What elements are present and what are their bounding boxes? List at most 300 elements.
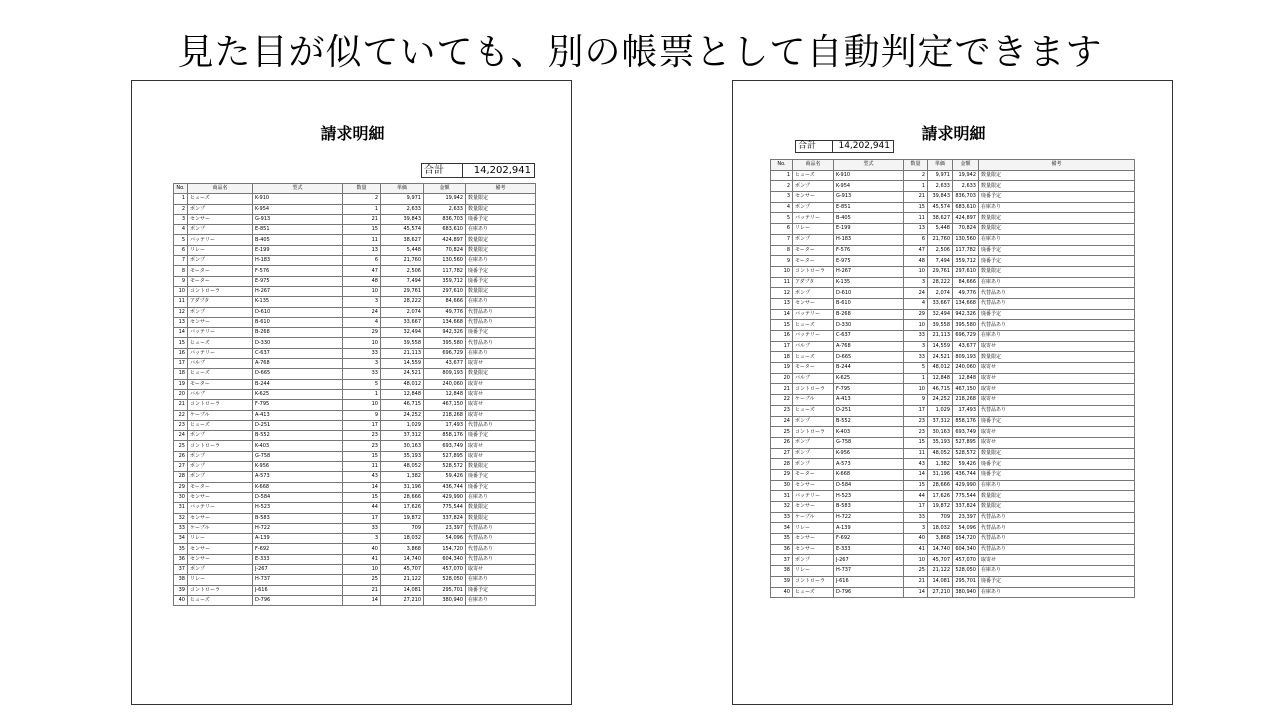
cell-no: 32: [174, 513, 188, 523]
cell-model: G-913: [834, 192, 904, 203]
column-header-amount: 金額: [424, 184, 466, 194]
table-row: [771, 566, 1135, 577]
cell-note: 廃番予定: [979, 309, 1135, 320]
cell-model: E-851: [253, 225, 343, 235]
cell-amount: 436,744: [424, 482, 466, 492]
cell-amount: 693,749: [424, 441, 466, 451]
cell-product: リレー: [793, 523, 834, 534]
cell-unit-price: 9,971: [381, 194, 424, 204]
cell-model: D-330: [253, 338, 343, 348]
cell-unit-price: 21,113: [928, 331, 953, 342]
table-row: [174, 214, 536, 224]
cell-amount: 429,990: [953, 480, 979, 491]
cell-no: 27: [771, 448, 793, 459]
column-header-product: 商品名: [188, 184, 253, 194]
cell-no: 26: [771, 437, 793, 448]
table-row: [771, 405, 1135, 416]
cell-amount: 942,326: [424, 328, 466, 338]
cell-note: 代替品あり: [979, 534, 1135, 545]
cell-note: 在庫あり: [979, 331, 1135, 342]
cell-note: 数量限定: [466, 194, 536, 204]
cell-note: 廃番予定: [466, 214, 536, 224]
cell-amount: 380,940: [424, 595, 466, 605]
table-row: [174, 276, 536, 286]
cell-model: H-267: [834, 266, 904, 277]
cell-note: 在庫あり: [466, 297, 536, 307]
cell-note: 在庫あり: [466, 492, 536, 502]
cell-note: 取寄せ: [466, 400, 536, 410]
cell-no: 4: [174, 225, 188, 235]
cell-product: ポンプ: [793, 181, 834, 192]
cell-qty: 47: [904, 245, 928, 256]
cell-qty: 33: [343, 523, 381, 533]
cell-no: 10: [174, 286, 188, 296]
cell-model: K-625: [834, 373, 904, 384]
cell-unit-price: 29,761: [928, 266, 953, 277]
cell-no: 22: [174, 410, 188, 420]
table-row: [174, 472, 536, 482]
cell-qty: 41: [904, 544, 928, 555]
table-row: [771, 555, 1135, 566]
cell-note: 取寄せ: [466, 410, 536, 420]
cell-amount: 836,703: [424, 214, 466, 224]
column-header-note: 備考: [979, 160, 1135, 171]
cell-unit-price: 5,448: [381, 245, 424, 255]
table-row: [771, 266, 1135, 277]
cell-amount: 395,580: [424, 338, 466, 348]
cell-product: ポンプ: [793, 448, 834, 459]
cell-note: 数量限定: [979, 491, 1135, 502]
cell-qty: 33: [904, 512, 928, 523]
cell-no: 16: [174, 348, 188, 358]
cell-no: 21: [174, 400, 188, 410]
cell-model: K-625: [253, 389, 343, 399]
cell-note: 廃番予定: [466, 266, 536, 276]
table-row: [771, 320, 1135, 331]
table-row: [771, 395, 1135, 406]
cell-qty: 11: [343, 462, 381, 472]
cell-unit-price: 5,448: [928, 224, 953, 235]
table-row: [174, 492, 536, 502]
cell-no: 38: [174, 575, 188, 585]
cell-note: 数量限定: [979, 181, 1135, 192]
cell-amount: 117,782: [953, 245, 979, 256]
cell-no: 10: [771, 266, 793, 277]
cell-unit-price: 46,715: [928, 384, 953, 395]
cell-no: 2: [174, 204, 188, 214]
cell-qty: 14: [904, 469, 928, 480]
cell-qty: 40: [343, 544, 381, 554]
cell-model: A-573: [253, 472, 343, 482]
cell-no: 19: [174, 379, 188, 389]
cell-amount: 604,340: [953, 544, 979, 555]
cell-qty: 25: [343, 575, 381, 585]
cell-product: バルブ: [188, 389, 253, 399]
cell-unit-price: 2,506: [381, 266, 424, 276]
table-row: [771, 587, 1135, 598]
cell-unit-price: 3,868: [928, 534, 953, 545]
cell-unit-price: 32,494: [381, 328, 424, 338]
cell-model: H-722: [834, 512, 904, 523]
cell-product: ポンプ: [793, 459, 834, 470]
cell-model: C-637: [253, 348, 343, 358]
cell-product: センサー: [188, 317, 253, 327]
cell-note: 廃番予定: [979, 576, 1135, 587]
cell-product: コントローラ: [188, 585, 253, 595]
table-row: [771, 502, 1135, 513]
cell-no: 31: [771, 491, 793, 502]
cell-model: F-692: [834, 534, 904, 545]
cell-product: ポンプ: [793, 416, 834, 427]
cell-model: G-758: [834, 437, 904, 448]
cell-model: H-183: [834, 234, 904, 245]
invoice-sheet-right: [732, 80, 1173, 705]
column-header-model: 型式: [834, 160, 904, 171]
cell-product: ヒューズ: [793, 320, 834, 331]
cell-qty: 4: [904, 298, 928, 309]
cell-unit-price: 14,559: [928, 341, 953, 352]
cell-no: 3: [771, 192, 793, 203]
table-row: [174, 544, 536, 554]
cell-qty: 1: [904, 181, 928, 192]
cell-model: A-768: [834, 341, 904, 352]
cell-no: 6: [174, 245, 188, 255]
cell-amount: 2,633: [953, 181, 979, 192]
cell-amount: 683,610: [953, 202, 979, 213]
cell-note: 廃番予定: [979, 256, 1135, 267]
cell-model: E-199: [253, 245, 343, 255]
cell-no: 9: [771, 256, 793, 267]
cell-product: ヒューズ: [793, 352, 834, 363]
cell-unit-price: 38,627: [381, 235, 424, 245]
cell-model: E-975: [834, 256, 904, 267]
cell-unit-price: 30,163: [381, 441, 424, 451]
cell-no: 7: [771, 234, 793, 245]
cell-note: 取寄せ: [979, 437, 1135, 448]
table-row: [174, 389, 536, 399]
cell-note: 廃番予定: [979, 469, 1135, 480]
table-row: [174, 194, 536, 204]
cell-qty: 17: [904, 405, 928, 416]
table-row: [174, 400, 536, 410]
cell-no: 9: [174, 276, 188, 286]
cell-no: 39: [771, 576, 793, 587]
cell-model: K-954: [834, 181, 904, 192]
cell-model: A-768: [253, 359, 343, 369]
line-items-table: [173, 183, 536, 606]
cell-product: アダプタ: [793, 277, 834, 288]
cell-unit-price: 12,848: [928, 373, 953, 384]
cell-note: 在庫あり: [979, 234, 1135, 245]
cell-product: ポンプ: [188, 225, 253, 235]
cell-qty: 10: [343, 286, 381, 296]
cell-qty: 15: [343, 451, 381, 461]
column-header-unit-price: 単価: [928, 160, 953, 171]
cell-amount: 117,782: [424, 266, 466, 276]
cell-product: モーター: [188, 379, 253, 389]
cell-amount: 43,677: [953, 341, 979, 352]
cell-qty: 21: [904, 576, 928, 587]
table-row: [771, 459, 1135, 470]
cell-unit-price: 27,210: [381, 595, 424, 605]
cell-unit-price: 45,707: [928, 555, 953, 566]
cell-product: ヒューズ: [188, 194, 253, 204]
cell-note: 廃番予定: [979, 416, 1135, 427]
cell-note: 取寄せ: [979, 384, 1135, 395]
cell-model: D-610: [253, 307, 343, 317]
cell-model: B-244: [834, 363, 904, 374]
cell-no: 28: [174, 472, 188, 482]
cell-qty: 17: [343, 420, 381, 430]
cell-product: コントローラ: [188, 441, 253, 451]
cell-unit-price: 18,032: [381, 534, 424, 544]
cell-unit-price: 2,633: [928, 181, 953, 192]
cell-note: 廃番予定: [466, 472, 536, 482]
cell-amount: 528,050: [424, 575, 466, 585]
table-row: [174, 245, 536, 255]
cell-qty: 9: [343, 410, 381, 420]
cell-amount: 59,426: [424, 472, 466, 482]
table-row: [771, 512, 1135, 523]
cell-no: 8: [771, 245, 793, 256]
cell-product: ヒューズ: [188, 338, 253, 348]
cell-qty: 33: [904, 331, 928, 342]
cell-product: ポンプ: [188, 564, 253, 574]
cell-model: K-668: [253, 482, 343, 492]
cell-model: A-573: [834, 459, 904, 470]
cell-note: 数量限定: [979, 448, 1135, 459]
cell-note: 廃番予定: [466, 328, 536, 338]
cell-note: 取寄せ: [466, 451, 536, 461]
cell-product: ヒューズ: [793, 405, 834, 416]
cell-amount: 809,193: [953, 352, 979, 363]
cell-qty: 15: [904, 202, 928, 213]
cell-amount: 23,397: [424, 523, 466, 533]
table-row: [771, 437, 1135, 448]
cell-amount: 54,096: [424, 534, 466, 544]
cell-qty: 33: [343, 369, 381, 379]
cell-amount: 43,677: [424, 359, 466, 369]
cell-model: G-913: [253, 214, 343, 224]
cell-product: ポンプ: [188, 307, 253, 317]
cell-product: バッテリー: [188, 235, 253, 245]
document-title: 請求明細: [921, 124, 986, 143]
cell-note: 在庫あり: [466, 348, 536, 358]
cell-no: 22: [771, 395, 793, 406]
cell-product: ポンプ: [188, 462, 253, 472]
cell-qty: 17: [343, 513, 381, 523]
cell-product: ヒューズ: [188, 369, 253, 379]
cell-product: モーター: [793, 256, 834, 267]
cell-qty: 43: [343, 472, 381, 482]
cell-unit-price: 33,667: [381, 317, 424, 327]
cell-amount: 240,060: [953, 363, 979, 374]
cell-qty: 9: [904, 395, 928, 406]
column-header-no: No.: [771, 160, 793, 171]
cell-qty: 5: [904, 363, 928, 374]
table-row: [174, 503, 536, 513]
cell-unit-price: 21,122: [381, 575, 424, 585]
table-row: [174, 317, 536, 327]
cell-amount: 218,268: [424, 410, 466, 420]
cell-note: 廃番予定: [979, 192, 1135, 203]
cell-unit-price: 17,626: [381, 503, 424, 513]
cell-no: 33: [174, 523, 188, 533]
cell-model: B-244: [253, 379, 343, 389]
cell-qty: 25: [904, 566, 928, 577]
total-label: 合計: [796, 141, 833, 152]
cell-product: コントローラ: [793, 427, 834, 438]
cell-model: H-523: [834, 491, 904, 502]
cell-product: バッテリー: [793, 491, 834, 502]
cell-no: 1: [174, 194, 188, 204]
table-row: [174, 225, 536, 235]
table-row: [771, 181, 1135, 192]
table-header-row: [174, 184, 536, 194]
cell-product: コントローラ: [188, 400, 253, 410]
cell-unit-price: 35,193: [381, 451, 424, 461]
cell-model: K-135: [834, 277, 904, 288]
cell-qty: 3: [343, 359, 381, 369]
cell-product: ポンプ: [188, 451, 253, 461]
table-row: [174, 338, 536, 348]
table-row: [174, 235, 536, 245]
cell-amount: 775,544: [424, 503, 466, 513]
cell-note: 廃番予定: [466, 431, 536, 441]
table-row: [174, 513, 536, 523]
cell-model: H-183: [253, 256, 343, 266]
cell-model: E-851: [834, 202, 904, 213]
cell-model: D-251: [253, 420, 343, 430]
cell-note: 在庫あり: [466, 225, 536, 235]
table-row: [174, 595, 536, 605]
cell-no: 24: [174, 431, 188, 441]
cell-model: A-413: [253, 410, 343, 420]
cell-no: 35: [771, 534, 793, 545]
cell-note: 数量限定: [466, 204, 536, 214]
cell-amount: 59,426: [953, 459, 979, 470]
cell-model: B-268: [253, 328, 343, 338]
cell-no: 20: [771, 373, 793, 384]
cell-note: 数量限定: [979, 502, 1135, 513]
cell-amount: 154,720: [424, 544, 466, 554]
cell-qty: 29: [343, 328, 381, 338]
cell-amount: 604,340: [424, 554, 466, 564]
cell-model: K-910: [834, 170, 904, 181]
table-row: [771, 245, 1135, 256]
table-row: [174, 359, 536, 369]
cell-unit-price: 45,574: [928, 202, 953, 213]
cell-model: D-584: [253, 492, 343, 502]
cell-product: ポンプ: [793, 202, 834, 213]
table-row: [771, 363, 1135, 374]
cell-no: 12: [174, 307, 188, 317]
cell-qty: 1: [904, 373, 928, 384]
cell-unit-price: 28,666: [928, 480, 953, 491]
cell-note: 在庫あり: [466, 595, 536, 605]
cell-qty: 11: [343, 235, 381, 245]
cell-unit-price: 21,760: [928, 234, 953, 245]
cell-model: K-403: [834, 427, 904, 438]
cell-product: リレー: [188, 245, 253, 255]
cell-amount: 130,560: [424, 256, 466, 266]
cell-note: 数量限定: [466, 462, 536, 472]
cell-model: F-576: [253, 266, 343, 276]
cell-note: 在庫あり: [979, 566, 1135, 577]
cell-product: モーター: [793, 245, 834, 256]
cell-product: ケーブル: [188, 523, 253, 533]
cell-note: 数量限定: [979, 170, 1135, 181]
cell-unit-price: 27,210: [928, 587, 953, 598]
cell-amount: 467,150: [424, 400, 466, 410]
cell-amount: 467,150: [953, 384, 979, 395]
table-row: [771, 576, 1135, 587]
cell-product: モーター: [793, 469, 834, 480]
cell-product: ポンプ: [793, 437, 834, 448]
cell-qty: 10: [343, 400, 381, 410]
cell-model: G-758: [253, 451, 343, 461]
cell-unit-price: 2,633: [381, 204, 424, 214]
cell-amount: 17,493: [424, 420, 466, 430]
cell-amount: 49,776: [424, 307, 466, 317]
table-row: [771, 256, 1135, 267]
cell-product: ケーブル: [793, 395, 834, 406]
table-row: [771, 213, 1135, 224]
cell-product: センサー: [188, 554, 253, 564]
cell-qty: 14: [343, 595, 381, 605]
cell-product: バッテリー: [793, 213, 834, 224]
cell-no: 25: [174, 441, 188, 451]
cell-qty: 44: [343, 503, 381, 513]
cell-note: 代替品あり: [979, 512, 1135, 523]
cell-note: 取寄せ: [466, 389, 536, 399]
cell-unit-price: 35,193: [928, 437, 953, 448]
table-row: [174, 286, 536, 296]
cell-amount: 17,493: [953, 405, 979, 416]
cell-no: 38: [771, 566, 793, 577]
cell-no: 3: [174, 214, 188, 224]
cell-no: 37: [174, 564, 188, 574]
cell-product: ポンプ: [188, 431, 253, 441]
cell-unit-price: 19,872: [381, 513, 424, 523]
cell-qty: 14: [343, 482, 381, 492]
cell-amount: 134,668: [424, 317, 466, 327]
cell-model: H-722: [253, 523, 343, 533]
cell-unit-price: 14,559: [381, 359, 424, 369]
cell-no: 34: [174, 534, 188, 544]
cell-note: 数量限定: [466, 369, 536, 379]
cell-product: リレー: [793, 224, 834, 235]
table-row: [771, 331, 1135, 342]
cell-unit-price: 30,163: [928, 427, 953, 438]
cell-note: 代替品あり: [979, 523, 1135, 534]
cell-unit-price: 28,666: [381, 492, 424, 502]
table-row: [771, 170, 1135, 181]
cell-product: センサー: [188, 544, 253, 554]
cell-note: 取寄せ: [979, 395, 1135, 406]
cell-amount: 457,070: [424, 564, 466, 574]
table-row: [174, 348, 536, 358]
table-row: [771, 277, 1135, 288]
cell-unit-price: 48,052: [381, 462, 424, 472]
cell-model: B-552: [253, 431, 343, 441]
cell-unit-price: 28,222: [928, 277, 953, 288]
cell-product: センサー: [188, 214, 253, 224]
cell-product: モーター: [188, 266, 253, 276]
cell-no: 32: [771, 502, 793, 513]
cell-unit-price: 39,843: [381, 214, 424, 224]
cell-unit-price: 29,761: [381, 286, 424, 296]
